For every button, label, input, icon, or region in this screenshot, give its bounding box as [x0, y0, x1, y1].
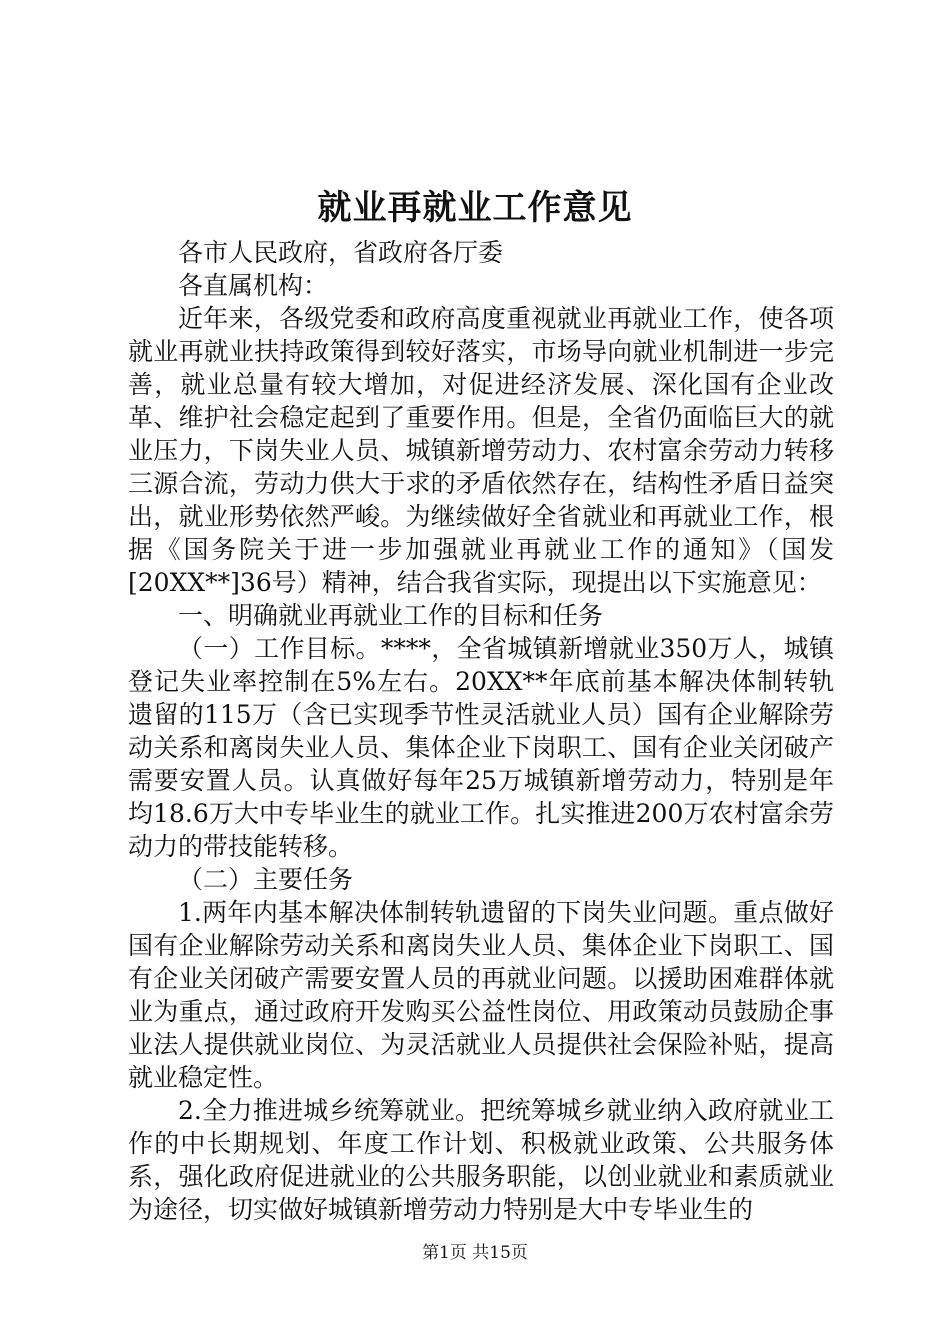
- paragraph-intro: 近年来，各级党委和政府高度重视就业再就业工作，使各项就业再就业扶持政策得到较好落实，市场导向就业机制进一步完善，就业总量有较大增加，对促进经济发展、深化国有企业改革、维护社会稳定起到了重要作用。但是，全省仍面临巨大的就业压力，下岗失业人员、城镇新增劳动力、农村富余劳动力转移三源合流，劳动力供大于求的矛盾依然存在，结构性矛盾日益突出，就业形势依然严峻。为继续做好全省就业和再就业工作，根据《国务院关于进一步加强就业再就业工作的通知》（国发[20XX**]36号）精神，结合我省实际，现提出以下实施意见：: [128, 304, 834, 597]
- section-heading-1: 一、明确就业再就业工作的目标和任务: [178, 601, 604, 630]
- paragraph-task-2: 2.全力推进城乡统筹就业。把统筹城乡就业纳入政府就业工作的中长期规划、年度工作计划、积极就业政策、公共服务体系，强化政府促进就业的公共服务职能，以创业就业和素质就业为途径，切实做好城镇新增劳动力特别是大中专毕业生的: [128, 1096, 834, 1224]
- paragraph-work-goals: （一）工作目标。****，全省城镇新增就业350万人，城镇登记失业率控制在5%左右。20XX**年底前基本解决体制转轨遗留的115万（含已实现季节性灵活就业人员）国有企业解除劳动关系和离岗失业人员、集体企业下岗职工、国有企业关闭破产需要安置人员。认真做好每年25万城镇新增劳动力，特别是年均18.6万大中专毕业生的就业工作。扎实推进200万农村富余劳动力的带技能转移。: [128, 634, 834, 861]
- paragraph-addressee-2: 各直属机构：: [178, 271, 329, 300]
- document-title: 就业再就业工作意见: [317, 188, 633, 228]
- page-footer: 第1页 共15页: [422, 1243, 528, 1263]
- paragraph-addressee-1: 各市人民政府，省政府各厅委: [178, 238, 504, 267]
- document-body: [128, 236, 834, 1226]
- paragraph-task-1: 1.两年内基本解决体制转轨遗留的下岗失业问题。重点做好国有企业解除劳动关系和离岗失业人员、集体企业下岗职工、国有企业关闭破产需要安置人员的再就业问题。以援助困难群体就业为重点，通过政府开发购买公益性岗位、用政策动员鼓励企事业法人提供就业岗位、为灵活就业人员提供社会保险补贴，提高就业稳定性。: [128, 898, 834, 1092]
- subsection-heading-main-tasks: （二）主要任务: [178, 865, 354, 894]
